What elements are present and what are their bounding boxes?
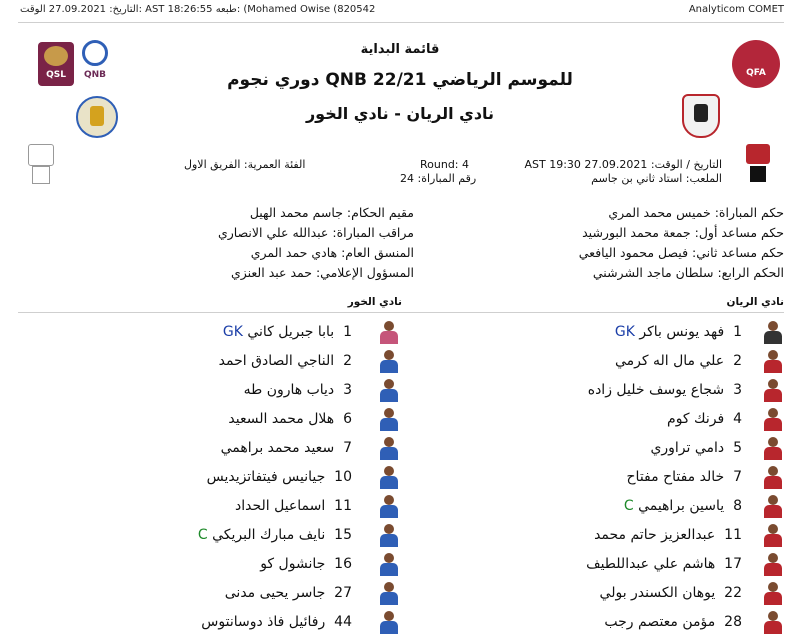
player-number: 11 — [334, 498, 352, 514]
home-team-header: نادي الريان — [726, 296, 784, 308]
player-row — [0, 405, 800, 435]
match-round: Round: 4 — [420, 158, 470, 171]
player-number: 44 — [334, 614, 352, 630]
match-title: نادي الريان - نادي الخور — [305, 104, 495, 123]
lineup-divider — [18, 312, 784, 313]
qnb-logo: QNB — [78, 40, 112, 90]
player-name: الناجي الصادق احمد — [218, 353, 335, 369]
player-number: 15 — [334, 527, 352, 543]
alrayyan-crest — [682, 94, 720, 138]
player-number: 10 — [334, 469, 352, 485]
official-fourth: الحكم الرابع: سلطان ماجد الشرشني — [592, 265, 784, 280]
player-row — [0, 463, 800, 493]
player-number: 1 — [343, 324, 352, 340]
player-entry — [225, 585, 352, 601]
player-number: 16 — [334, 556, 352, 572]
player-number: 1 — [733, 324, 742, 340]
player-name: علي مال اله كرمي — [615, 353, 725, 369]
player-entry — [260, 556, 352, 572]
captain-badge: C — [623, 498, 634, 514]
player-photo — [378, 523, 400, 547]
player-photo — [378, 610, 400, 634]
player-photo — [378, 378, 400, 402]
player-row — [0, 579, 800, 609]
player-entry — [219, 353, 352, 369]
player-number: 5 — [733, 440, 742, 456]
top-divider — [18, 22, 784, 23]
player-photo — [378, 465, 400, 489]
home-kit-icon — [746, 144, 770, 184]
doc-title: قائمة البداية — [360, 42, 440, 57]
qfa-logo: QFA — [732, 40, 780, 88]
player-entry — [228, 411, 352, 427]
league-title: دوري نجوم QNB للموسم الرياضي 22/21 — [227, 70, 573, 90]
player-name: هلال محمد السعيد — [228, 411, 335, 427]
match-datetime: التاريخ / الوقت: AST 19:30 27.09.2021 — [524, 158, 722, 171]
player-name: نايف مبارك البريكي — [212, 527, 326, 543]
official-assistant-1: حكم مساعد أول: جمعة محمد البورشيد — [582, 225, 784, 240]
player-name: جانشول كو — [260, 556, 326, 572]
player-photo — [378, 320, 400, 344]
away-team-header: نادي الخور — [347, 296, 402, 308]
player-number: 17 — [724, 556, 742, 572]
player-photo — [378, 407, 400, 431]
player-number: 8 — [733, 498, 742, 514]
brand-label: Analyticom COMET — [688, 4, 784, 15]
player-name: جاسر يحيى مدنى — [224, 585, 326, 601]
player-name: جيانيس فيتفاتزيديس — [206, 469, 326, 485]
player-name: رفائيل فاذ دوسانتوس — [201, 614, 326, 630]
player-number: 2 — [343, 353, 352, 369]
player-row — [0, 318, 800, 348]
player-photo — [378, 552, 400, 576]
player-entry — [235, 498, 352, 514]
qsl-logo: QSL — [38, 42, 74, 86]
match-venue: الملعب: استاد ثاني بن جاسم — [591, 172, 722, 185]
official-referee: حكم المباراة: خميس محمد المري — [608, 205, 784, 220]
player-photo — [378, 349, 400, 373]
player-row — [0, 434, 800, 464]
goalkeeper-badge: GK — [614, 324, 635, 340]
player-number: 7 — [733, 469, 742, 485]
player-entry — [201, 614, 352, 630]
player-name: بابا جبريل كاني — [247, 324, 335, 340]
match-number: رقم المباراة: 24 — [400, 172, 477, 185]
player-number: 28 — [724, 614, 742, 630]
official-media: المسؤول الإعلامي: حمد عبد العنزي — [230, 265, 414, 280]
player-name: مؤمن معتصم رجب — [604, 614, 716, 630]
player-entry — [198, 527, 352, 543]
official-coordinator: المنسق العام: هادي حمد المري — [250, 245, 414, 260]
player-name: دياب هارون طه — [243, 382, 335, 398]
player-number: 22 — [724, 585, 742, 601]
player-name: سعيد محمد براهمي — [220, 440, 335, 456]
player-number: 3 — [733, 382, 742, 398]
player-number: 27 — [334, 585, 352, 601]
away-kit-icon — [28, 144, 52, 184]
player-row — [0, 550, 800, 580]
player-name: هاشم علي عبداللطيف — [586, 556, 716, 572]
player-number: 7 — [343, 440, 352, 456]
player-name: دامي تراوري — [650, 440, 725, 456]
player-name: شجاع يوسف خليل زاده — [587, 382, 725, 398]
alkhor-crest — [76, 96, 118, 138]
player-row — [0, 521, 800, 551]
player-row — [0, 492, 800, 522]
player-name: يوهان الكسندر بولي — [599, 585, 716, 601]
player-row — [0, 608, 800, 638]
player-photo — [378, 436, 400, 460]
player-row — [0, 347, 800, 377]
player-entry — [244, 382, 352, 398]
official-assessor: مقيم الحكام: جاسم محمد الهيل — [249, 205, 414, 220]
player-number: 3 — [343, 382, 352, 398]
player-entry — [207, 469, 352, 485]
player-name: خالد مفتاح مفتاح — [626, 469, 725, 485]
player-photo — [378, 494, 400, 518]
official-commissioner: مراقب المباراة: عبدالله علي الانصاري — [217, 225, 414, 240]
player-name: اسماعيل الحداد — [234, 498, 326, 514]
player-name: ياسين براهيمي — [638, 498, 725, 514]
official-assistant-2: حكم مساعد ثاني: فيصل محمود اليافعي — [578, 245, 784, 260]
player-number: 4 — [733, 411, 742, 427]
print-meta: التاريخ: 27.09.2021 الوقت: AST 18:26:55 طبعه: (Mohamed Owise (820542 — [20, 4, 376, 15]
goalkeeper-badge: GK — [222, 324, 243, 340]
player-number: 11 — [724, 527, 742, 543]
player-name: فهد يونس باكر — [639, 324, 725, 340]
player-number: 2 — [733, 353, 742, 369]
captain-badge: C — [197, 527, 208, 543]
age-category: الفئة العمرية: الفريق الاول — [184, 158, 306, 171]
player-name: فرنك كوم — [667, 411, 725, 427]
player-row — [0, 376, 800, 406]
player-name: عبدالعزيز حاتم محمد — [594, 527, 716, 543]
player-entry — [223, 324, 352, 340]
player-entry — [221, 440, 352, 456]
player-photo — [378, 581, 400, 605]
player-number: 6 — [343, 411, 352, 427]
